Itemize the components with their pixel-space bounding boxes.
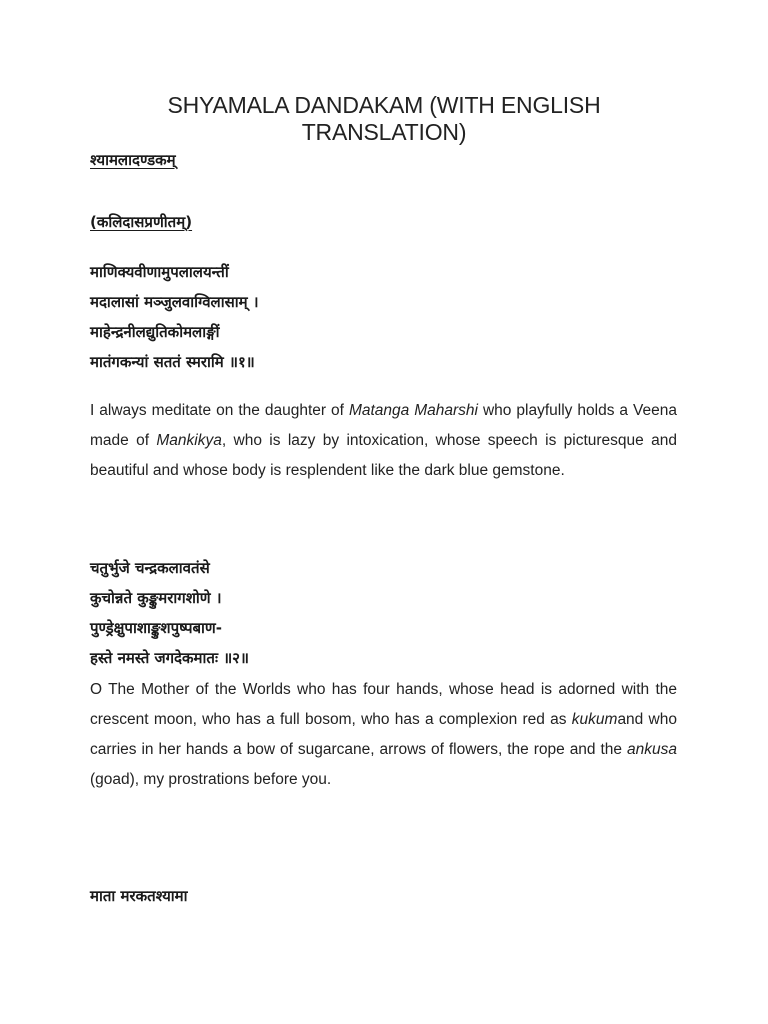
para-emphasis: kukum xyxy=(571,711,618,728)
para-text: O The Mother of the Worlds who has four hands, whose head is adorned with the crescent moon, who has a full bosom, who has a complexion red as xyxy=(90,681,677,728)
verse-1-line: मातंगकन्यां सततं स्मरामि ॥१॥ xyxy=(90,353,255,371)
sanskrit-heading: श्यामलादण्डकम् xyxy=(90,151,176,169)
verse-1-line: माणिक्यवीणामुपलालयन्तीं xyxy=(90,263,229,281)
title-line-1: SHYAMALA DANDAKAM (WITH ENGLISH xyxy=(167,92,601,118)
document-title xyxy=(90,92,678,146)
verse-2-line: पुण्ड्रेक्षुपाशाङ्कुशपुष्पबाण- xyxy=(90,619,223,637)
translation-paragraph-1 xyxy=(90,396,677,486)
title-line-2: TRANSLATION) xyxy=(301,119,467,145)
sanskrit-subheading: (कलिदासप्रणीतम्) xyxy=(90,213,193,231)
para-emphasis: ankusa xyxy=(627,741,677,758)
verse-2-line: हस्ते नमस्ते जगदेकमातः ॥२॥ xyxy=(90,649,249,667)
verse-1-line: मदालासां मञ्जुलवाग्विलासाम् । xyxy=(90,293,259,311)
para-emphasis: Mankikya xyxy=(156,432,222,449)
para-text: , who is lazy by intoxication, whose speech is picturesque and beautiful and whose body is resplendent like the dark blue gemstone. xyxy=(90,432,677,479)
para-emphasis: Matanga Maharshi xyxy=(348,402,478,419)
para-text: I always meditate on the daughter of xyxy=(90,402,349,419)
translation-paragraph-2 xyxy=(90,675,677,795)
para-text: and who carries in her hands a bow of sugarcane, arrows of flowers, the rope and the xyxy=(90,711,677,758)
para-text: (goad), my prostrations before you. xyxy=(90,771,332,788)
verse-3-line: माता मरकतश्यामा xyxy=(90,887,188,905)
para-text: who playfully holds a Veena made of xyxy=(90,402,677,449)
verse-2-line: चतुर्भुजे चन्द्रकलावतंसे xyxy=(90,559,210,577)
verse-2-line: कुचोन्नते कुङ्कुमरागशोणे । xyxy=(90,589,222,607)
verse-1-line: माहेन्द्रनीलद्युतिकोमलाङ्गीं xyxy=(90,323,220,341)
